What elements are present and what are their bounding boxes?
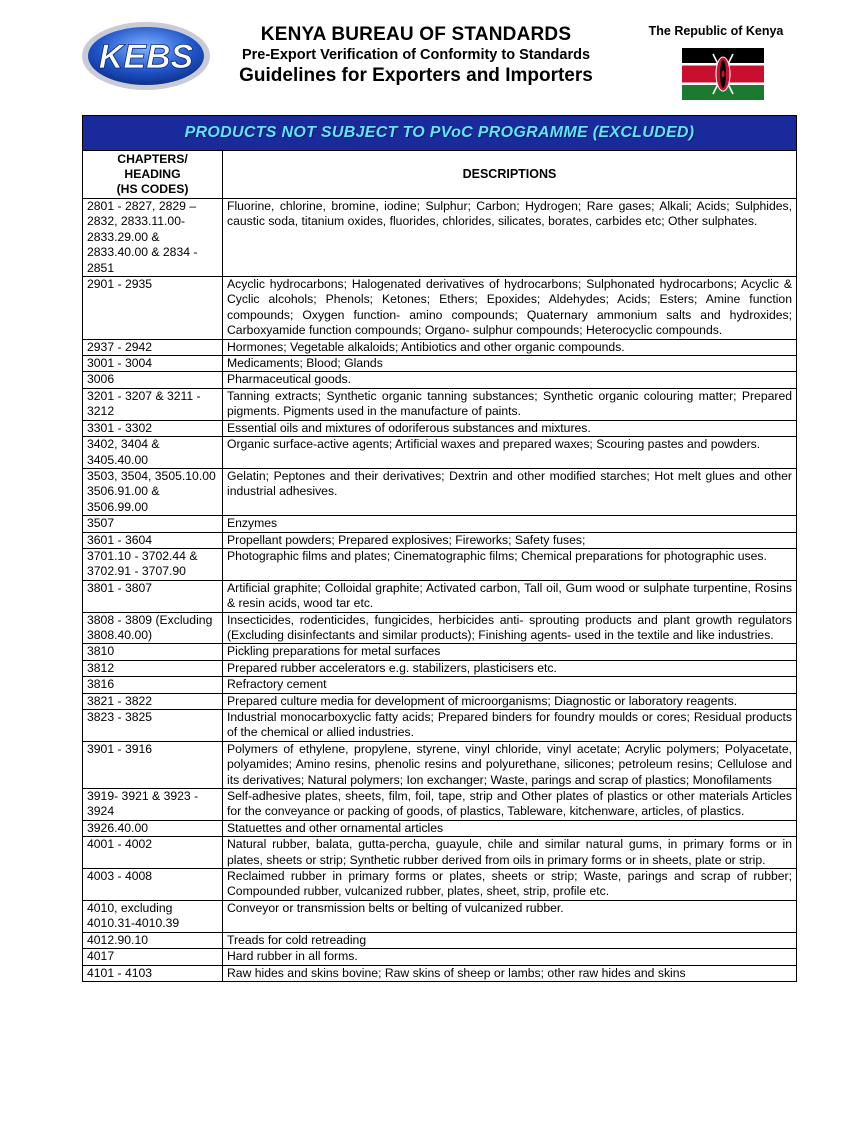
hs-code-cell: 3701.10 - 3702.44 & 3702.91 - 3707.90: [83, 548, 223, 580]
hs-code-cell: 2901 - 2935: [83, 277, 223, 340]
hs-code-cell: 4101 - 4103: [83, 965, 223, 981]
description-cell: Reclaimed rubber in primary forms or plates, sheets or strip; Waste, parings and scrap of rubber; Compounded rubber, vulcanized rubber, plates, sheet, strip, profile etc.: [223, 869, 797, 901]
kenya-flag-icon: [682, 48, 764, 100]
description-cell: Tanning extracts; Synthetic organic tanning substances; Synthetic organic colouring matter; Prepared pigments. Pigments used in the manufacture of paints.: [223, 388, 797, 420]
table-row: [83, 548, 797, 580]
hs-code-cell: 4001 - 4002: [83, 837, 223, 869]
table-row: [83, 837, 797, 869]
table-row: [83, 277, 797, 340]
document-header: [216, 24, 616, 88]
hs-code-cell: 4017: [83, 949, 223, 965]
hs-code-cell: 4003 - 4008: [83, 869, 223, 901]
description-cell: Statuettes and other ornamental articles: [223, 820, 797, 836]
col-header-hs-codes: CHAPTERS/ HEADING (HS CODES): [83, 151, 223, 199]
table-row: [83, 789, 797, 821]
guidelines-title: Guidelines for Exporters and Importers: [239, 65, 593, 86]
table-row: [83, 468, 797, 515]
hs-code-cell: 3801 - 3807: [83, 580, 223, 612]
logo-text: KEBS: [98, 38, 194, 76]
banner-title: PRODUCTS NOT SUBJECT TO PVoC PROGRAMME (EXCLUDED): [184, 123, 695, 141]
hs-code-cell: 3507: [83, 516, 223, 532]
description-cell: Artificial graphite; Colloidal graphite; Activated carbon, Tall oil, Gum wood or sulphate turpentine, Rosins & resin acids, wood tar etc.: [223, 580, 797, 612]
table-row: [83, 372, 797, 388]
table-row: [83, 388, 797, 420]
subtitle: Pre-Export Verification of Conformity to Standards: [241, 47, 591, 63]
table-body: [83, 199, 797, 982]
table-row: [83, 580, 797, 612]
description-cell: Propellant powders; Prepared explosives; Fireworks; Safety fuses;: [223, 532, 797, 548]
description-cell: Hormones; Vegetable alkaloids; Antibiotics and other organic compounds.: [223, 339, 797, 355]
table-row: [83, 339, 797, 355]
description-cell: Refractory cement: [223, 677, 797, 693]
description-cell: Prepared rubber accelerators e.g. stabilizers, plasticisers etc.: [223, 660, 797, 676]
hs-code-cell: 3816: [83, 677, 223, 693]
description-cell: Insecticides, rodenticides, fungicides, herbicides anti- sprouting products and plant growth regulators (Excluding disinfectants and similar products); Finishing agents- used in the textile and like industries.: [223, 612, 797, 644]
description-cell: Enzymes: [223, 516, 797, 532]
description-cell: Essential oils and mixtures of odoriferous substances and mixtures.: [223, 420, 797, 436]
description-cell: Industrial monocarboxyclic fatty acids; Prepared binders for foundry moulds or cores; Residual products of the chemical or allied industries.: [223, 710, 797, 742]
org-name: KENYA BUREAU OF STANDARDS: [260, 24, 572, 45]
table-row: [83, 644, 797, 660]
excluded-products-table: [82, 115, 797, 982]
table-row: [83, 949, 797, 965]
hs-code-cell: 3201 - 3207 & 3211 - 3212: [83, 388, 223, 420]
hs-code-cell: 3901 - 3916: [83, 741, 223, 788]
description-cell: Acyclic hydrocarbons; Halogenated derivatives of hydrocarbons; Sulphonated hydrocarbons; Acyclic & Cyclic alcohols; Phenols; Ketones; Ethers; Epoxides; Aldehydes; Acids; Esters; Amine function compounds; Oxygen function- amino compounds; Quaternary ammonium salts and hydroxides; Carboxyamide function compounds; Organo- sulphur compounds; Heterocyclic compounds.: [223, 277, 797, 340]
hs-code-cell: 3919- 3921 & 3923 - 3924: [83, 789, 223, 821]
description-cell: Hard rubber in all forms.: [223, 949, 797, 965]
col-header-descriptions: DESCRIPTIONS: [223, 151, 797, 199]
description-cell: Medicaments; Blood; Glands: [223, 356, 797, 372]
table-row: [83, 437, 797, 469]
hs-code-cell: 3601 - 3604: [83, 532, 223, 548]
description-cell: Pharmaceutical goods.: [223, 372, 797, 388]
table-row: [83, 965, 797, 981]
table-banner: [83, 116, 797, 151]
description-cell: Organic surface-active agents; Artificial waxes and prepared waxes; Scouring pastes and powders.: [223, 437, 797, 469]
table-row: [83, 710, 797, 742]
table-row: [83, 612, 797, 644]
hs-code-cell: 3503, 3504, 3505.10.00 3506.91.00 & 3506.99.00: [83, 468, 223, 515]
table-row: [83, 532, 797, 548]
hs-code-cell: 3926.40.00: [83, 820, 223, 836]
hs-code-cell: 3808 - 3809 (Excluding 3808.40.00): [83, 612, 223, 644]
table-row: [83, 516, 797, 532]
kebs-logo: [78, 14, 214, 94]
description-cell: Conveyor or transmission belts or belting of vulcanized rubber.: [223, 900, 797, 932]
description-cell: Pickling preparations for metal surfaces: [223, 644, 797, 660]
description-cell: Raw hides and skins bovine; Raw skins of sheep or lambs; other raw hides and skins: [223, 965, 797, 981]
description-cell: Prepared culture media for development of microorganisms; Diagnostic or laboratory reagents.: [223, 693, 797, 709]
table-row: [83, 356, 797, 372]
description-cell: Natural rubber, balata, gutta-percha, guayule, chile and similar natural gums, in primary forms or in plates, sheets or strip; Synthetic rubber derived from oils in primary forms or in sheets, plate or strip.: [223, 837, 797, 869]
hs-code-cell: 3301 - 3302: [83, 420, 223, 436]
hs-code-cell: 4012.90.10: [83, 932, 223, 948]
description-cell: Treads for cold retreading: [223, 932, 797, 948]
table-row: [83, 900, 797, 932]
hs-code-cell: 3812: [83, 660, 223, 676]
table-row: [83, 660, 797, 676]
table-row: [83, 869, 797, 901]
description-cell: Polymers of ethylene, propylene, styrene, vinyl chloride, vinyl acetate; Acrylic polymers; Polyacetate, polyamides; Amino resins, phenolic resins and polyurethane, silicones; petroleum resins; Cellulose and its derivatives; Natural polymers; Ion exchanger; Waste, parings and scrap of plastics; Monofilaments: [223, 741, 797, 788]
hs-code-cell: 3006: [83, 372, 223, 388]
hs-code-cell: 3402, 3404 & 3405.40.00: [83, 437, 223, 469]
republic-label: The Republic of Kenya: [648, 24, 784, 38]
hs-code-cell: 2937 - 2942: [83, 339, 223, 355]
hs-code-cell: 3810: [83, 644, 223, 660]
table-row: [83, 693, 797, 709]
table-row: [83, 199, 797, 277]
description-cell: Self-adhesive plates, sheets, film, foil, tape, strip and Other plates of plastics or other materials Articles for the conveyance or packing of goods, of plastics, Tableware, kitchenware, articles, of plastics.: [223, 789, 797, 821]
hs-code-cell: 3821 - 3822: [83, 693, 223, 709]
table-row: [83, 820, 797, 836]
hs-code-cell: 3001 - 3004: [83, 356, 223, 372]
hs-code-cell: 3823 - 3825: [83, 710, 223, 742]
hs-code-cell: 2801 - 2827, 2829 – 2832, 2833.11.00- 2833.29.00 & 2833.40.00 & 2834 - 2851: [83, 199, 223, 277]
table-row: [83, 677, 797, 693]
table-row: [83, 420, 797, 436]
description-cell: Fluorine, chlorine, bromine, iodine; Sulphur; Carbon; Hydrogen; Rare gases; Alkali; Acids; Sulphides, caustic soda, titanium oxides, fluorides, chlorides, silicates, borates, carbides etc; Other sulphates.: [223, 199, 797, 277]
table-row: [83, 741, 797, 788]
hs-code-cell: 4010, excluding 4010.31-4010.39: [83, 900, 223, 932]
description-cell: Photographic films and plates; Cinematographic films; Chemical preparations for photographic uses.: [223, 548, 797, 580]
table-row: [83, 932, 797, 948]
description-cell: Gelatin; Peptones and their derivatives; Dextrin and other modified starches; Hot melt glues and other industrial adhesives.: [223, 468, 797, 515]
